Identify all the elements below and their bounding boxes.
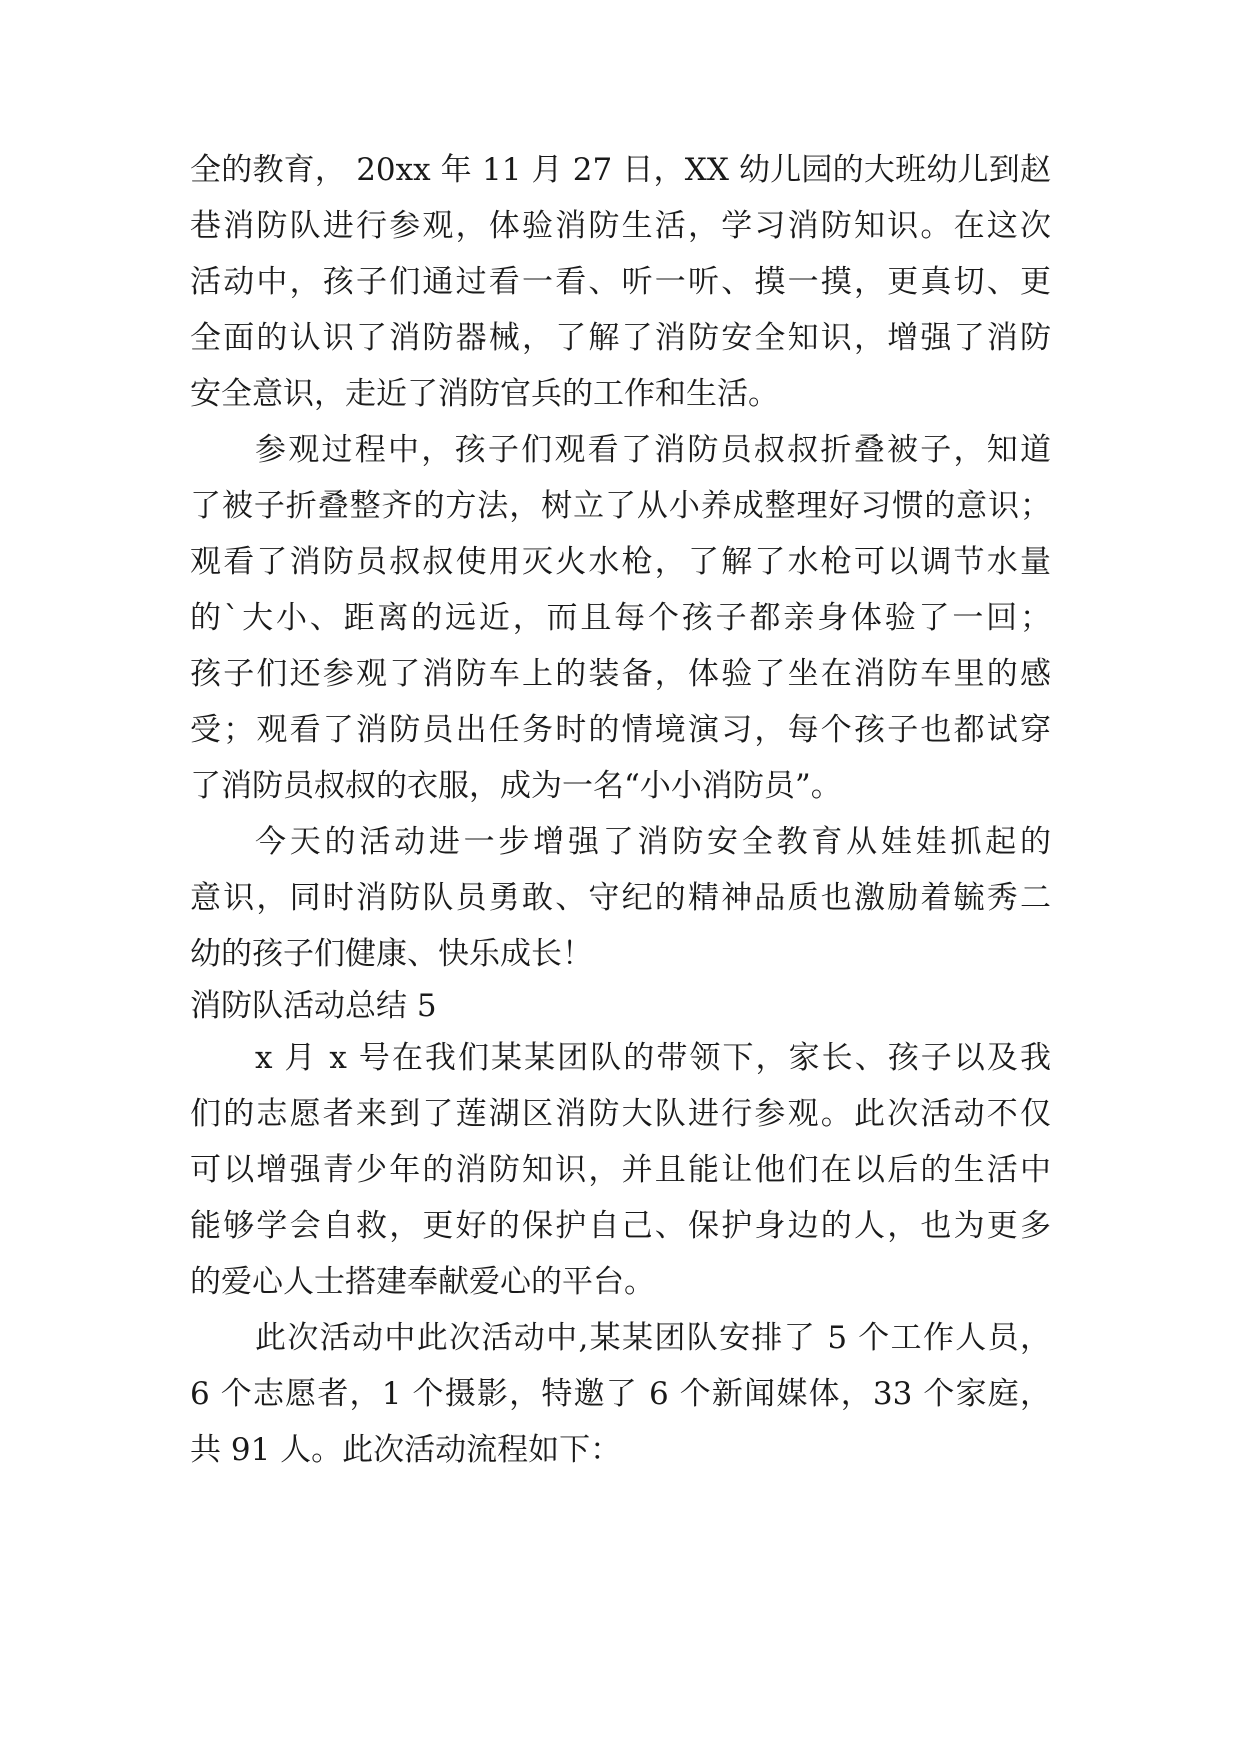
paragraph-line: 们的志愿者来到了莲湖区消防大队进行参观。此次活动不仅 (190, 1096, 1051, 1132)
paragraph-line: 的爱心人士搭建奉献爱心的平台。 (190, 1264, 655, 1300)
paragraph-first-line: 此次活动中此次活动中,某某团队安排了 5 个工作人员， (255, 1320, 1051, 1356)
paragraph-line: 全面的认识了消防器械，了解了消防安全知识，增强了消防 (190, 320, 1051, 356)
paragraph-line: 共 91 人。此次活动流程如下： (190, 1432, 622, 1468)
paragraph-first-line: x 月 x 号在我们某某团队的带领下，家长、孩子以及我 (255, 1040, 1051, 1076)
paragraph-line: 了消防员叔叔的衣服，成为一名“小小消防员”。 (190, 768, 842, 804)
paragraph-first-line: 今天的活动进一步增强了消防安全教育从娃娃抓起的 (255, 824, 1051, 860)
paragraph-line: 幼的孩子们健康、快乐成长！ (190, 936, 593, 972)
paragraph-line: 安全意识，走近了消防官兵的工作和生活。 (190, 376, 779, 412)
paragraph-line: 能够学会自救，更好的保护自己、保护身边的人，也为更多 (190, 1208, 1051, 1244)
paragraph-line: 巷消防队进行参观，体验消防生活，学习消防知识。在这次 (190, 208, 1051, 244)
paragraph-line: 孩子们还参观了消防车上的装备，体验了坐在消防车里的感 (190, 656, 1051, 692)
paragraph-line: 受；观看了消防员出任务时的情境演习，每个孩子也都试穿 (190, 712, 1051, 748)
paragraph-line: 的`大小、距离的远近，而且每个孩子都亲身体验了一回； (190, 600, 1051, 636)
paragraph-line: 全的教育， 20xx 年 11 月 27 日，XX 幼儿园的大班幼儿到赵 (190, 152, 1051, 188)
paragraph-line: 观看了消防员叔叔使用灭火水枪，了解了水枪可以调节水量 (190, 544, 1051, 580)
paragraph-line: 可以增强青少年的消防知识，并且能让他们在以后的生活中 (190, 1152, 1051, 1188)
section-heading: 消防队活动总结 5 (190, 988, 437, 1024)
paragraph-line: 意识，同时消防队员勇敢、守纪的精神品质也激励着毓秀二 (190, 880, 1051, 916)
paragraph-line: 活动中，孩子们通过看一看、听一听、摸一摸，更真切、更 (190, 264, 1051, 300)
paragraph-line: 6 个志愿者，1 个摄影，特邀了 6 个新闻媒体，33 个家庭， (190, 1376, 1051, 1412)
paragraph-line: 了被子折叠整齐的方法，树立了从小养成整理好习惯的意识； (190, 488, 1051, 524)
paragraph-first-line: 参观过程中，孩子们观看了消防员叔叔折叠被子，知道 (255, 432, 1051, 468)
